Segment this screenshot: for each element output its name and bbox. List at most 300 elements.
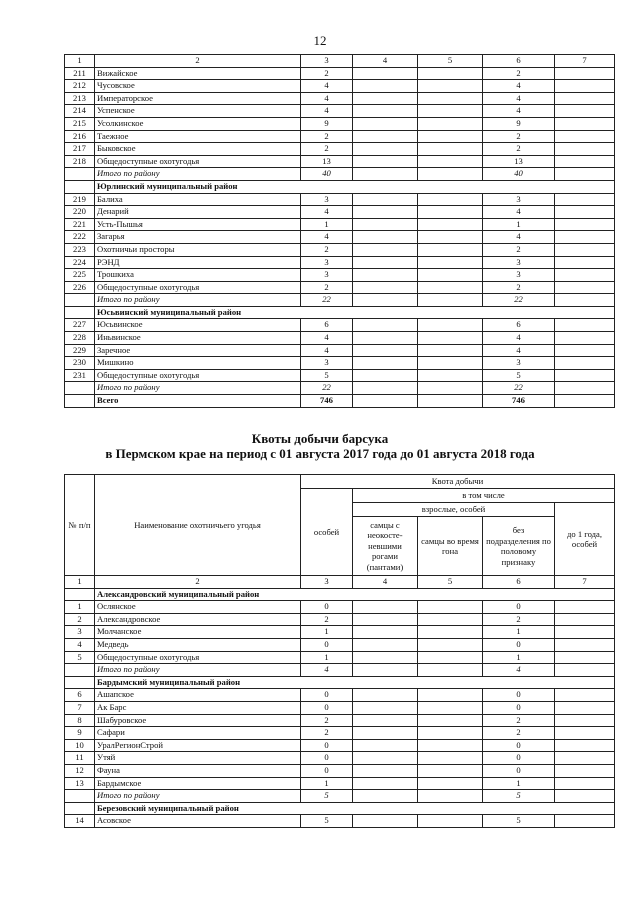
table-row — [65, 256, 615, 269]
row-number — [65, 382, 95, 395]
males-rut — [418, 206, 483, 219]
under-one-year — [555, 777, 615, 790]
district-spacer — [65, 306, 95, 319]
under-one-year — [555, 651, 615, 664]
district-spacer — [65, 588, 95, 601]
quota-table-continued — [64, 54, 615, 408]
row-number — [65, 790, 95, 803]
males-rut — [418, 815, 483, 828]
quota-persons: 1 — [301, 626, 353, 639]
district-spacer — [65, 802, 95, 815]
column-number: 7 — [555, 576, 615, 589]
under-one-year — [555, 613, 615, 626]
quota-persons: 2 — [301, 714, 353, 727]
males-unossified — [353, 130, 418, 143]
no-sex-division: 0 — [483, 701, 555, 714]
table-row — [65, 80, 615, 93]
under-one-year — [555, 344, 615, 357]
table-row — [65, 155, 615, 168]
under-one-year — [555, 332, 615, 345]
column-number: 1 — [65, 55, 95, 68]
males-unossified — [353, 739, 418, 752]
no-sex-division: 5 — [483, 790, 555, 803]
row-name: УралРегионСтрой — [95, 739, 301, 752]
males-rut — [418, 739, 483, 752]
table-row — [65, 143, 615, 156]
under-one-year — [555, 256, 615, 269]
under-one-year — [555, 601, 615, 614]
row-number — [65, 664, 95, 677]
table-row — [65, 332, 615, 345]
under-one-year — [555, 369, 615, 382]
no-sex-division: 3 — [483, 357, 555, 370]
quota-persons: 1 — [301, 218, 353, 231]
no-sex-division: 4 — [483, 206, 555, 219]
males-rut — [418, 613, 483, 626]
quota-persons: 2 — [301, 727, 353, 740]
row-number: 1 — [65, 601, 95, 614]
column-number: 3 — [301, 576, 353, 589]
row-number: 8 — [65, 714, 95, 727]
males-rut — [418, 117, 483, 130]
column-number: 2 — [95, 55, 301, 68]
table-row — [65, 613, 615, 626]
under-one-year — [555, 357, 615, 370]
quota-persons: 6 — [301, 319, 353, 332]
males-unossified — [353, 193, 418, 206]
row-number: 231 — [65, 369, 95, 382]
no-sex-division: 0 — [483, 601, 555, 614]
males-rut — [418, 626, 483, 639]
males-rut — [418, 80, 483, 93]
males-rut — [418, 269, 483, 282]
quota-persons: 4 — [301, 105, 353, 118]
quota-persons: 2 — [301, 143, 353, 156]
under-one-year — [555, 206, 615, 219]
no-sex-division: 5 — [483, 815, 555, 828]
row-name: Итого по району — [95, 382, 301, 395]
table-row — [65, 752, 615, 765]
males-unossified — [353, 369, 418, 382]
table-row — [65, 67, 615, 80]
row-name: Ашапское — [95, 689, 301, 702]
under-one-year — [555, 382, 615, 395]
males-unossified — [353, 689, 418, 702]
district-name: Юсьвинский муниципальный район — [95, 306, 615, 319]
quota-persons: 0 — [301, 752, 353, 765]
district-total-row — [65, 168, 615, 181]
quota-persons: 4 — [301, 92, 353, 105]
males-rut — [418, 92, 483, 105]
row-name: Балиха — [95, 193, 301, 206]
section-title-line2: в Пермском крае на период с 01 августа 2017 года до 01 августа 2018 года — [105, 446, 535, 461]
males-rut — [418, 727, 483, 740]
quota-persons: 746 — [301, 395, 353, 408]
table-row — [65, 626, 615, 639]
row-number: 214 — [65, 105, 95, 118]
males-rut — [418, 105, 483, 118]
males-rut — [418, 752, 483, 765]
row-number: 225 — [65, 269, 95, 282]
header-quota: Квота добычи — [301, 475, 615, 489]
row-number: 223 — [65, 243, 95, 256]
males-unossified — [353, 382, 418, 395]
district-total-row — [65, 382, 615, 395]
males-unossified — [353, 764, 418, 777]
row-name: Бардымское — [95, 777, 301, 790]
header-under-one: до 1 года, особей — [555, 503, 615, 576]
under-one-year — [555, 727, 615, 740]
column-number: 4 — [353, 576, 418, 589]
row-number: 4 — [65, 638, 95, 651]
no-sex-division: 1 — [483, 626, 555, 639]
males-rut — [418, 332, 483, 345]
males-rut — [418, 67, 483, 80]
quota-persons: 1 — [301, 777, 353, 790]
row-name: Быковское — [95, 143, 301, 156]
males-rut — [418, 777, 483, 790]
males-rut — [418, 357, 483, 370]
no-sex-division: 4 — [483, 664, 555, 677]
quota-persons: 5 — [301, 815, 353, 828]
under-one-year — [555, 764, 615, 777]
table-row — [65, 764, 615, 777]
row-number — [65, 294, 95, 307]
row-name: Охотничьи просторы — [95, 243, 301, 256]
under-one-year — [555, 815, 615, 828]
district-row — [65, 588, 615, 601]
males-unossified — [353, 357, 418, 370]
row-name: Вижайское — [95, 67, 301, 80]
no-sex-division: 22 — [483, 382, 555, 395]
district-total-row — [65, 294, 615, 307]
row-name: Сафари — [95, 727, 301, 740]
under-one-year — [555, 130, 615, 143]
no-sex-division: 3 — [483, 193, 555, 206]
quota-persons: 9 — [301, 117, 353, 130]
district-total-row — [65, 790, 615, 803]
row-name: РЭНД — [95, 256, 301, 269]
males-rut — [418, 155, 483, 168]
under-one-year — [555, 218, 615, 231]
row-name: Трошкиха — [95, 269, 301, 282]
row-number: 7 — [65, 701, 95, 714]
males-rut — [418, 369, 483, 382]
no-sex-division: 13 — [483, 155, 555, 168]
no-sex-division: 6 — [483, 319, 555, 332]
no-sex-division: 746 — [483, 395, 555, 408]
males-rut — [418, 689, 483, 702]
no-sex-division: 40 — [483, 168, 555, 181]
row-name: Императорское — [95, 92, 301, 105]
quota-persons: 2 — [301, 67, 353, 80]
males-unossified — [353, 117, 418, 130]
quota-persons: 4 — [301, 344, 353, 357]
under-one-year — [555, 701, 615, 714]
row-number: 222 — [65, 231, 95, 244]
under-one-year — [555, 638, 615, 651]
no-sex-division: 2 — [483, 143, 555, 156]
males-rut — [418, 664, 483, 677]
row-name: Общедоступные охотугодья — [95, 651, 301, 664]
column-number-row — [65, 55, 615, 68]
under-one-year — [555, 790, 615, 803]
page-number: 12 — [313, 33, 327, 48]
males-unossified — [353, 281, 418, 294]
row-number: 13 — [65, 777, 95, 790]
row-name: Денарий — [95, 206, 301, 219]
row-name: Утяй — [95, 752, 301, 765]
no-sex-division: 0 — [483, 752, 555, 765]
males-unossified — [353, 231, 418, 244]
quota-persons: 0 — [301, 638, 353, 651]
no-sex-division: 4 — [483, 92, 555, 105]
quota-persons: 3 — [301, 193, 353, 206]
males-unossified — [353, 790, 418, 803]
row-number: 5 — [65, 651, 95, 664]
row-number: 226 — [65, 281, 95, 294]
quota-persons: 0 — [301, 739, 353, 752]
males-rut — [418, 638, 483, 651]
quota-persons: 13 — [301, 155, 353, 168]
column-number: 4 — [353, 55, 418, 68]
males-unossified — [353, 155, 418, 168]
row-number: 10 — [65, 739, 95, 752]
section-title-line1: Квоты добычи барсука — [251, 431, 389, 446]
row-number: 211 — [65, 67, 95, 80]
quota-persons: 22 — [301, 294, 353, 307]
district-spacer — [65, 180, 95, 193]
under-one-year — [555, 168, 615, 181]
under-one-year — [555, 143, 615, 156]
no-sex-division: 4 — [483, 231, 555, 244]
no-sex-division: 9 — [483, 117, 555, 130]
district-name: Березовский муниципальный район — [95, 802, 615, 815]
males-unossified — [353, 601, 418, 614]
table-row — [65, 117, 615, 130]
row-number: 216 — [65, 130, 95, 143]
table-row — [65, 689, 615, 702]
under-one-year — [555, 739, 615, 752]
table-row — [65, 357, 615, 370]
males-rut — [418, 294, 483, 307]
district-name: Бардымский муниципальный район — [95, 676, 615, 689]
district-row — [65, 306, 615, 319]
table-row — [65, 727, 615, 740]
table-row — [65, 206, 615, 219]
no-sex-division: 3 — [483, 269, 555, 282]
under-one-year — [555, 664, 615, 677]
row-number: 2 — [65, 613, 95, 626]
males-rut — [418, 218, 483, 231]
under-one-year — [555, 281, 615, 294]
males-unossified — [353, 344, 418, 357]
males-rut — [418, 319, 483, 332]
no-sex-division: 2 — [483, 613, 555, 626]
column-number: 6 — [483, 55, 555, 68]
males-unossified — [353, 613, 418, 626]
table-row — [65, 231, 615, 244]
row-number: 215 — [65, 117, 95, 130]
row-name: Загарья — [95, 231, 301, 244]
quota-persons: 22 — [301, 382, 353, 395]
table-row — [65, 601, 615, 614]
males-rut — [418, 790, 483, 803]
row-name: Усолкинское — [95, 117, 301, 130]
males-rut — [418, 764, 483, 777]
males-unossified — [353, 727, 418, 740]
under-one-year — [555, 193, 615, 206]
row-name: Медведь — [95, 638, 301, 651]
quota-persons: 4 — [301, 332, 353, 345]
header-num: № п/п — [65, 475, 95, 576]
no-sex-division: 4 — [483, 344, 555, 357]
no-sex-division: 1 — [483, 218, 555, 231]
males-unossified — [353, 294, 418, 307]
males-rut — [418, 395, 483, 408]
males-rut — [418, 382, 483, 395]
row-name: Таежное — [95, 130, 301, 143]
males-unossified — [353, 243, 418, 256]
quota-persons: 0 — [301, 701, 353, 714]
table-row — [65, 193, 615, 206]
no-sex-division: 2 — [483, 714, 555, 727]
under-one-year — [555, 80, 615, 93]
table-row — [65, 344, 615, 357]
no-sex-division: 0 — [483, 739, 555, 752]
row-number: 221 — [65, 218, 95, 231]
row-name: Александровское — [95, 613, 301, 626]
row-name: Шабуровское — [95, 714, 301, 727]
column-number-row — [65, 576, 615, 589]
under-one-year — [555, 626, 615, 639]
males-unossified — [353, 638, 418, 651]
males-rut — [418, 714, 483, 727]
males-unossified — [353, 395, 418, 408]
header-no-sex: без подразделения по половому признаку — [483, 517, 555, 576]
column-number: 1 — [65, 576, 95, 589]
row-number: 219 — [65, 193, 95, 206]
males-rut — [418, 168, 483, 181]
quota-persons: 0 — [301, 689, 353, 702]
males-rut — [418, 281, 483, 294]
quota-persons: 1 — [301, 651, 353, 664]
column-number: 5 — [418, 55, 483, 68]
row-number: 9 — [65, 727, 95, 740]
row-number — [65, 395, 95, 408]
no-sex-division: 4 — [483, 80, 555, 93]
row-number: 228 — [65, 332, 95, 345]
males-rut — [418, 701, 483, 714]
row-number: 230 — [65, 357, 95, 370]
no-sex-division: 5 — [483, 369, 555, 382]
row-name: Фауна — [95, 764, 301, 777]
row-number: 218 — [65, 155, 95, 168]
row-number: 6 — [65, 689, 95, 702]
no-sex-division: 0 — [483, 764, 555, 777]
row-number: 220 — [65, 206, 95, 219]
column-number: 2 — [95, 576, 301, 589]
row-number: 227 — [65, 319, 95, 332]
no-sex-division: 1 — [483, 777, 555, 790]
quota-persons: 4 — [301, 664, 353, 677]
quota-persons: 5 — [301, 369, 353, 382]
males-unossified — [353, 168, 418, 181]
males-rut — [418, 130, 483, 143]
table-row — [65, 218, 615, 231]
no-sex-division: 4 — [483, 332, 555, 345]
males-unossified — [353, 206, 418, 219]
row-number: 3 — [65, 626, 95, 639]
table-row — [65, 319, 615, 332]
district-row — [65, 802, 615, 815]
under-one-year — [555, 243, 615, 256]
no-sex-division: 22 — [483, 294, 555, 307]
row-number: 12 — [65, 764, 95, 777]
row-number: 213 — [65, 92, 95, 105]
males-rut — [418, 243, 483, 256]
under-one-year — [555, 105, 615, 118]
table-row — [65, 777, 615, 790]
row-name: Ослянское — [95, 601, 301, 614]
row-number: 217 — [65, 143, 95, 156]
quota-persons: 2 — [301, 613, 353, 626]
row-number: 212 — [65, 80, 95, 93]
quota-persons: 2 — [301, 243, 353, 256]
males-rut — [418, 231, 483, 244]
row-number: 229 — [65, 344, 95, 357]
under-one-year — [555, 117, 615, 130]
under-one-year — [555, 269, 615, 282]
quota-persons: 4 — [301, 206, 353, 219]
under-one-year — [555, 752, 615, 765]
table-row — [65, 638, 615, 651]
badger-quota-table — [64, 474, 615, 828]
row-name: Заречное — [95, 344, 301, 357]
district-row — [65, 180, 615, 193]
row-number: 224 — [65, 256, 95, 269]
row-name: Усть-Пышья — [95, 218, 301, 231]
under-one-year — [555, 689, 615, 702]
column-number: 6 — [483, 576, 555, 589]
males-unossified — [353, 256, 418, 269]
males-unossified — [353, 143, 418, 156]
males-unossified — [353, 815, 418, 828]
row-name: Чусовское — [95, 80, 301, 93]
table-row — [65, 130, 615, 143]
quota-persons: 4 — [301, 80, 353, 93]
row-name: Итого по району — [95, 168, 301, 181]
males-unossified — [353, 752, 418, 765]
table-row — [65, 105, 615, 118]
males-rut — [418, 344, 483, 357]
header-persons: особей — [301, 489, 353, 576]
males-unossified — [353, 80, 418, 93]
males-unossified — [353, 664, 418, 677]
quota-persons: 0 — [301, 601, 353, 614]
column-number: 5 — [418, 576, 483, 589]
males-rut — [418, 143, 483, 156]
table-row — [65, 243, 615, 256]
quota-persons: 0 — [301, 764, 353, 777]
under-one-year — [555, 395, 615, 408]
district-name: Юрлинский муниципальный район — [95, 180, 615, 193]
males-unossified — [353, 626, 418, 639]
under-one-year — [555, 714, 615, 727]
table-row — [65, 92, 615, 105]
no-sex-division: 2 — [483, 727, 555, 740]
row-name: Молчанское — [95, 626, 301, 639]
